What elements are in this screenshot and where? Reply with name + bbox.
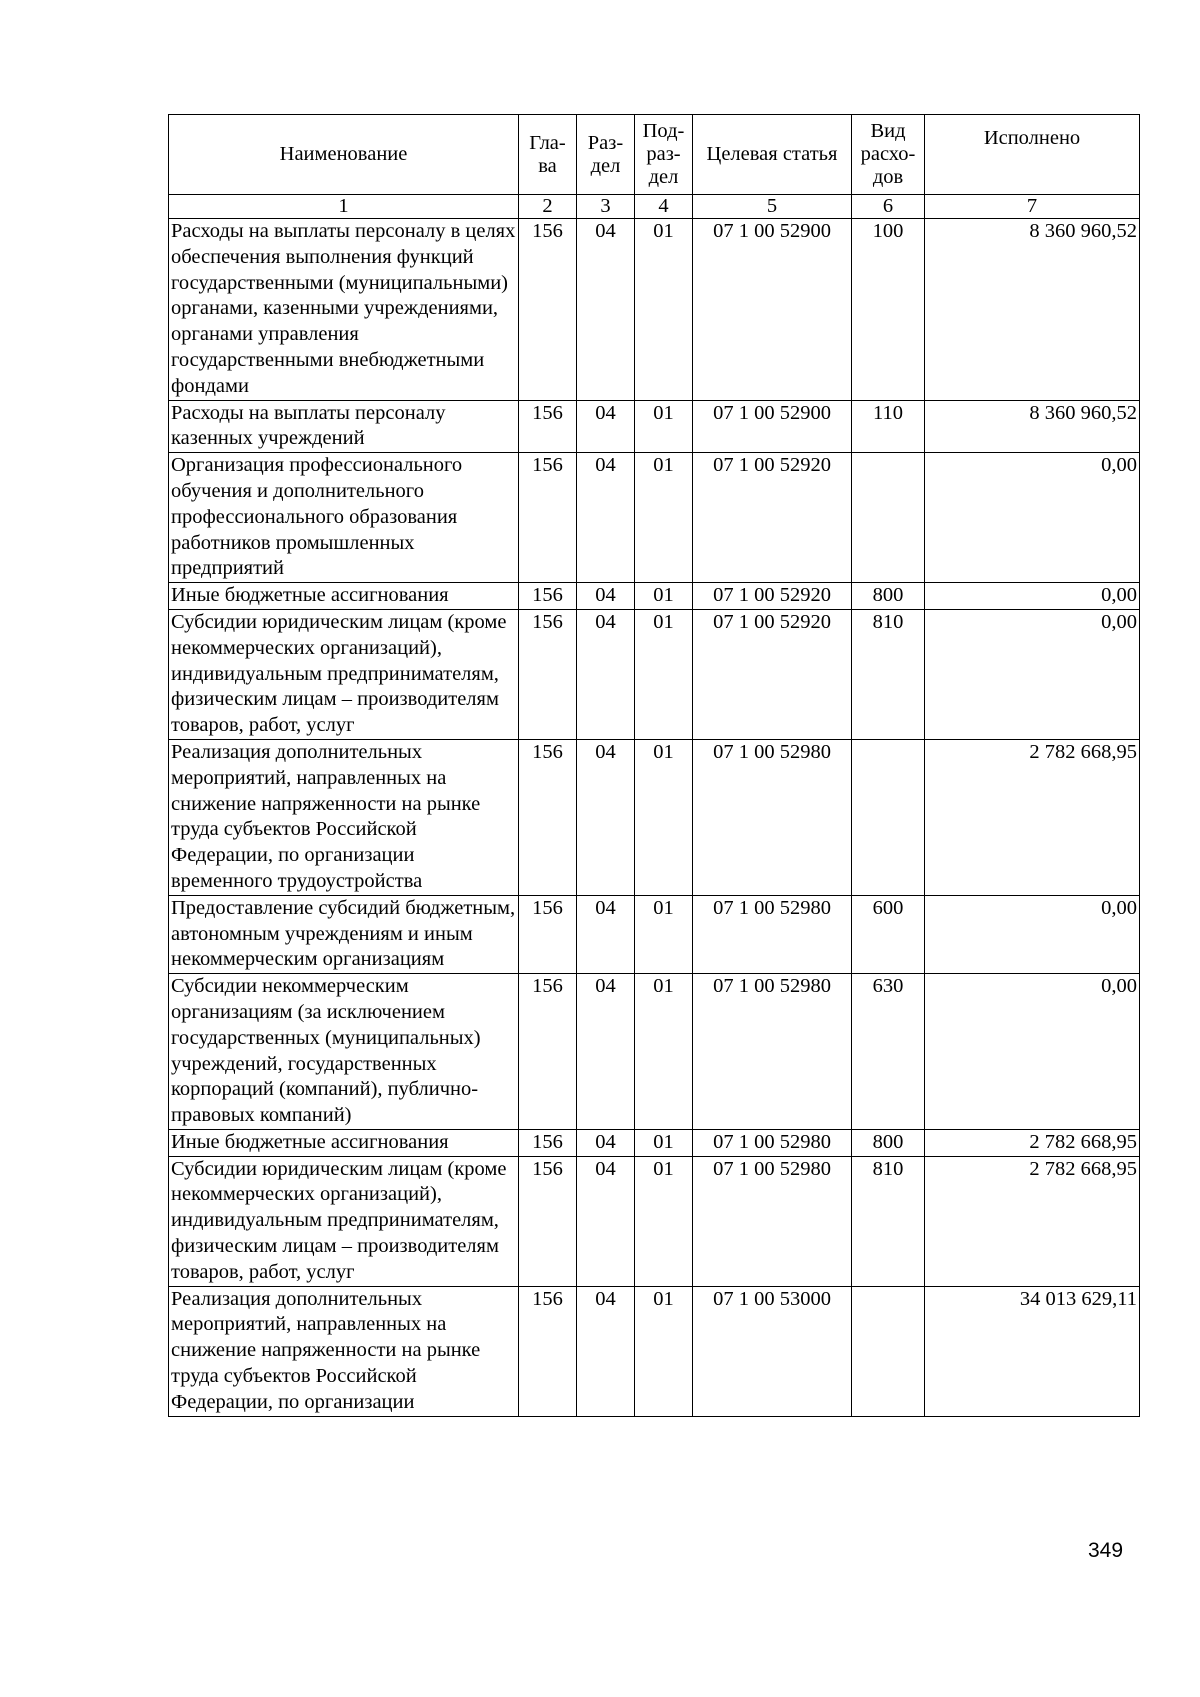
row-amount: 34 013 629,11 xyxy=(925,1286,1140,1416)
row-expense-type: 600 xyxy=(852,895,925,973)
row-razdel: 04 xyxy=(577,453,635,583)
row-name: Субсидии юридическим лицам (кроме некоммерческих организаций), индивидуальным предпринимателям, физическим лицам – производителям товаров, работ, услуг xyxy=(169,609,519,739)
row-glava: 156 xyxy=(519,1129,577,1156)
table-row xyxy=(169,739,1140,895)
header-glava: Гла- ва xyxy=(519,115,577,195)
page-number: 349 xyxy=(1088,1539,1124,1562)
row-target-article: 07 1 00 52980 xyxy=(693,739,852,895)
header-vid: Вид расхо- дов xyxy=(852,115,925,195)
row-glava: 156 xyxy=(519,453,577,583)
table-row xyxy=(169,1156,1140,1286)
row-podrazdel: 01 xyxy=(635,219,693,401)
row-target-article: 07 1 00 52980 xyxy=(693,974,852,1130)
row-razdel: 04 xyxy=(577,974,635,1130)
row-amount: 0,00 xyxy=(925,974,1140,1130)
row-amount: 2 782 668,95 xyxy=(925,1156,1140,1286)
row-amount: 2 782 668,95 xyxy=(925,739,1140,895)
row-amount: 0,00 xyxy=(925,583,1140,610)
column-number: 1 xyxy=(169,195,519,219)
row-name: Организация профессионального обучения и дополнительного профессионального образования работников промышленных предприятий xyxy=(169,453,519,583)
table-row xyxy=(169,583,1140,610)
column-number: 6 xyxy=(852,195,925,219)
row-glava: 156 xyxy=(519,1156,577,1286)
row-razdel: 04 xyxy=(577,739,635,895)
table-row xyxy=(169,895,1140,973)
table-row xyxy=(169,1286,1140,1416)
row-razdel: 04 xyxy=(577,1129,635,1156)
row-amount: 0,00 xyxy=(925,895,1140,973)
row-expense-type: 110 xyxy=(852,400,925,453)
row-target-article: 07 1 00 52980 xyxy=(693,895,852,973)
row-podrazdel: 01 xyxy=(635,1129,693,1156)
row-podrazdel: 01 xyxy=(635,739,693,895)
header-razdel: Раз- дел xyxy=(577,115,635,195)
row-expense-type: 800 xyxy=(852,583,925,610)
row-expense-type: 810 xyxy=(852,609,925,739)
row-amount: 8 360 960,52 xyxy=(925,400,1140,453)
row-name: Реализация дополнительных мероприятий, направленных на снижение напряженности на рынке труда субъектов Российской Федерации, по организации временного трудоустройства xyxy=(169,739,519,895)
row-amount: 0,00 xyxy=(925,453,1140,583)
table-row xyxy=(169,400,1140,453)
row-glava: 156 xyxy=(519,1286,577,1416)
header-row xyxy=(169,115,1140,195)
column-number: 3 xyxy=(577,195,635,219)
row-razdel: 04 xyxy=(577,609,635,739)
row-podrazdel: 01 xyxy=(635,1156,693,1286)
row-glava: 156 xyxy=(519,739,577,895)
row-expense-type: 630 xyxy=(852,974,925,1130)
row-name: Расходы на выплаты персоналу в целях обеспечения выполнения функций государственными (муниципальными) органами, казенными учреждениями, органами управления государственными внебюджетными фондами xyxy=(169,219,519,401)
row-podrazdel: 01 xyxy=(635,453,693,583)
row-razdel: 04 xyxy=(577,1156,635,1286)
row-amount: 8 360 960,52 xyxy=(925,219,1140,401)
row-target-article: 07 1 00 52920 xyxy=(693,609,852,739)
row-name: Предоставление субсидий бюджетным, автономным учреждениям и иным некоммерческим организациям xyxy=(169,895,519,973)
row-name: Иные бюджетные ассигнования xyxy=(169,1129,519,1156)
row-razdel: 04 xyxy=(577,400,635,453)
row-podrazdel: 01 xyxy=(635,1286,693,1416)
table-row xyxy=(169,974,1140,1130)
row-name: Расходы на выплаты персоналу казенных учреждений xyxy=(169,400,519,453)
table-row xyxy=(169,609,1140,739)
column-number: 2 xyxy=(519,195,577,219)
row-razdel: 04 xyxy=(577,583,635,610)
row-target-article: 07 1 00 52980 xyxy=(693,1129,852,1156)
row-glava: 156 xyxy=(519,895,577,973)
row-expense-type: 800 xyxy=(852,1129,925,1156)
row-expense-type xyxy=(852,453,925,583)
row-razdel: 04 xyxy=(577,219,635,401)
row-expense-type xyxy=(852,1286,925,1416)
header-podrazdel: Под- раз- дел xyxy=(635,115,693,195)
header-amount: Исполнено xyxy=(925,115,1140,195)
column-number: 7 xyxy=(925,195,1140,219)
column-numbers-row xyxy=(169,195,1140,219)
row-amount: 0,00 xyxy=(925,609,1140,739)
row-glava: 156 xyxy=(519,219,577,401)
row-glava: 156 xyxy=(519,400,577,453)
column-number: 5 xyxy=(693,195,852,219)
row-podrazdel: 01 xyxy=(635,895,693,973)
row-podrazdel: 01 xyxy=(635,609,693,739)
row-target-article: 07 1 00 52900 xyxy=(693,400,852,453)
row-target-article: 07 1 00 52980 xyxy=(693,1156,852,1286)
row-podrazdel: 01 xyxy=(635,400,693,453)
row-name: Иные бюджетные ассигнования xyxy=(169,583,519,610)
row-target-article: 07 1 00 52900 xyxy=(693,219,852,401)
row-name: Субсидии некоммерческим организациям (за исключением государственных (муниципальных) учреждений, государственных корпораций (компаний), публично-правовых компаний) xyxy=(169,974,519,1130)
column-number: 4 xyxy=(635,195,693,219)
table-body xyxy=(169,219,1140,1417)
row-glava: 156 xyxy=(519,609,577,739)
table-row xyxy=(169,453,1140,583)
row-target-article: 07 1 00 52920 xyxy=(693,583,852,610)
row-amount: 2 782 668,95 xyxy=(925,1129,1140,1156)
row-name: Субсидии юридическим лицам (кроме некоммерческих организаций), индивидуальным предпринимателям, физическим лицам – производителям товаров, работ, услуг xyxy=(169,1156,519,1286)
row-podrazdel: 01 xyxy=(635,974,693,1130)
row-glava: 156 xyxy=(519,583,577,610)
row-target-article: 07 1 00 53000 xyxy=(693,1286,852,1416)
header-target: Целевая статья xyxy=(693,115,852,195)
table-row xyxy=(169,219,1140,401)
budget-execution-table xyxy=(168,114,1140,1417)
row-razdel: 04 xyxy=(577,895,635,973)
header-name: Наименование xyxy=(169,115,519,195)
row-target-article: 07 1 00 52920 xyxy=(693,453,852,583)
row-expense-type: 810 xyxy=(852,1156,925,1286)
row-expense-type xyxy=(852,739,925,895)
row-name: Реализация дополнительных мероприятий, направленных на снижение напряженности на рынке труда субъектов Российской Федерации, по организации xyxy=(169,1286,519,1416)
row-glava: 156 xyxy=(519,974,577,1130)
row-razdel: 04 xyxy=(577,1286,635,1416)
row-expense-type: 100 xyxy=(852,219,925,401)
table-row xyxy=(169,1129,1140,1156)
row-podrazdel: 01 xyxy=(635,583,693,610)
